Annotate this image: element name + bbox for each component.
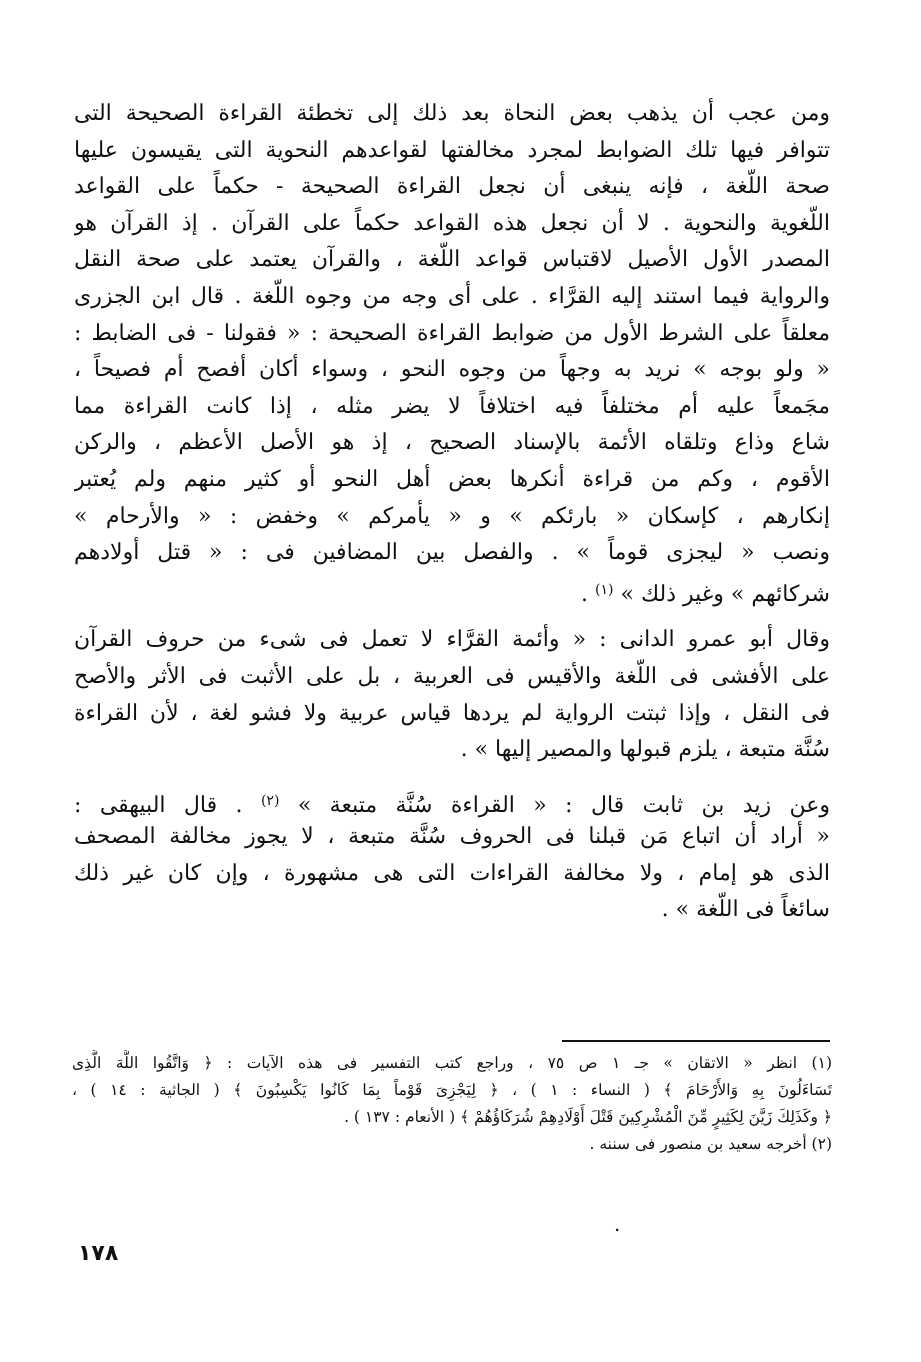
paragraph-gap: [74, 608, 830, 622]
text-line: مجَمعاً عليه أم مختلفاً فيه اختلافاً لا يضر مثله ، إذا كانت القراءة مما: [74, 393, 830, 419]
paragraph-3: [74, 783, 830, 929]
text-segment: .: [581, 581, 589, 607]
text-line: ونصب « ليجزى قوماً » . والفصل بين المضافين فى : « قتل أولادهم: [74, 540, 830, 566]
text-line: معلقاً على الشرط الأول من ضوابط القراءة الصحيحة : « فقولنا - فى الضابط :: [74, 320, 830, 346]
text-line: صحة اللُّغة ، فإنه ينبغى أن نجعل القراءة الصحيحة - حكماً على القواعد: [74, 174, 830, 200]
text-line: ومن عجب أن يذهب بعض النحاة بعد ذلك إلى تخطئة القراءة الصحيحة التى: [74, 101, 830, 126]
page-number: ١٧٨: [78, 1241, 119, 1266]
text-line-last: [74, 572, 830, 609]
text-line: على الأفشى فى اللُّغة والأقيس فى العربية ، بل على الأثبت فى الأثر والأصح: [74, 663, 830, 689]
text-line: إنكارهم ، كإسكان « بارئكم » و « يأمركم » وخفض : « والأرحام »: [74, 503, 830, 529]
text-line: وقال أبو عمرو الدانى : « وأئمة القرَّاء لا تعمل فى شىء من حروف القرآن: [74, 627, 830, 653]
footnote-separator: [562, 1040, 830, 1042]
text-segment: وعن زيد بن ثابت قال : « القراءة سُنَّة متبعة »: [297, 792, 830, 818]
text-line: فى النقل ، وإذا ثبتت الرواية لم يردها قياس عربية ولا فشو لغة ، لأن القراءة: [74, 700, 830, 726]
text-line: الذى هو إمام ، ولا مخالفة القراءات التى هى مشهورة ، وإن كان غير ذلك: [74, 860, 830, 886]
text-segment: شركائهم » وغير ذلك »: [620, 581, 830, 607]
footnote-ref-1[interactable]: (١): [595, 581, 614, 598]
paragraph-2: [74, 622, 830, 768]
text-line: المصدر الأول الأصيل لاقتباس قواعد اللُّغة ، والقرآن يعتمد على صحة النقل: [74, 247, 830, 273]
text-line: اللُّغوية والنحوية . لا أن نجعل هذه القواعد حكماً على القرآن . إذ القرآن هو: [74, 210, 830, 236]
text-line: « أراد أن اتباع مَن قبلنا فى الحروف سُنَّة متبعة ، لا يجوز مخالفة المصحف: [74, 824, 830, 850]
footnote-line: (١) انظر « الاتقان » جـ ١ ص ٧٥ ، وراجع كتب التفسير فى هذه الآيات : ﴿ وَاتَّقُوا اللَّهَ الَّذِى: [72, 1054, 832, 1072]
paragraph-1: [74, 96, 830, 608]
text-line: شاع وذاع وتلقاه الأئمة بالإسناد الصحيح ، إذ هو الأصل الأعظم ، والركن: [74, 430, 830, 456]
footnote-line: (٢) أخرجه سعيد بن منصور فى سننه .: [589, 1135, 832, 1153]
text-line: والرواية فيما استند إليه القرَّاء . على أى وجه من وجوه اللُّغة . قال ابن الجزرى: [74, 283, 830, 309]
text-line-last: سائغاً فى اللُّغة » .: [661, 897, 830, 923]
text-line: تتوافر فيها تلك الضوابط لمجرد مخالفتها لقواعدهم النحوية التى يقيسون عليها: [74, 137, 830, 163]
text-line-last: سُنَّة متبعة ، يلزم قبولها والمصير إليها » .: [460, 737, 830, 763]
text-line: « ولو بوجه » نريد به وجهاً من وجوه النحو ، وسواء أكان أفصح أم فصيحاً ،: [74, 357, 830, 383]
main-text: [74, 96, 830, 929]
paragraph-gap: [74, 769, 830, 783]
text-segment: . قال البيهقى :: [74, 792, 243, 818]
footnote-ref-2[interactable]: (٢): [260, 792, 280, 809]
footnotes: [72, 1050, 832, 1158]
page-mark: .: [614, 1212, 621, 1236]
footnote-line: ﴿ وكَذَلِكَ زَيَّنَ لِكَثِيرٍ مِّنَ الْمُشْرِكِينَ قَتْلَ أَوْلَادِهِمْ شُرَكَاؤُهُمْ ﴾ ( الأنعام : ١٣٧ ) .: [344, 1108, 832, 1126]
text-line: [74, 783, 830, 820]
footnote-line: تَسَاءَلُونَ بِهِ وَالأَرْحَامَ ﴾ ( النساء : ١ ) ، ﴿ لِيَجْزِىَ قَوْماً بِمَا كَانُوا يَكْسِبُونَ ﴾ ( الجاثية : ١٤ ) ،: [72, 1081, 832, 1099]
text-line: الأقوم ، وكم من قراءة أنكرها بعض أهل النحو أو كثير منهم ولم يُعتبر: [74, 466, 830, 492]
